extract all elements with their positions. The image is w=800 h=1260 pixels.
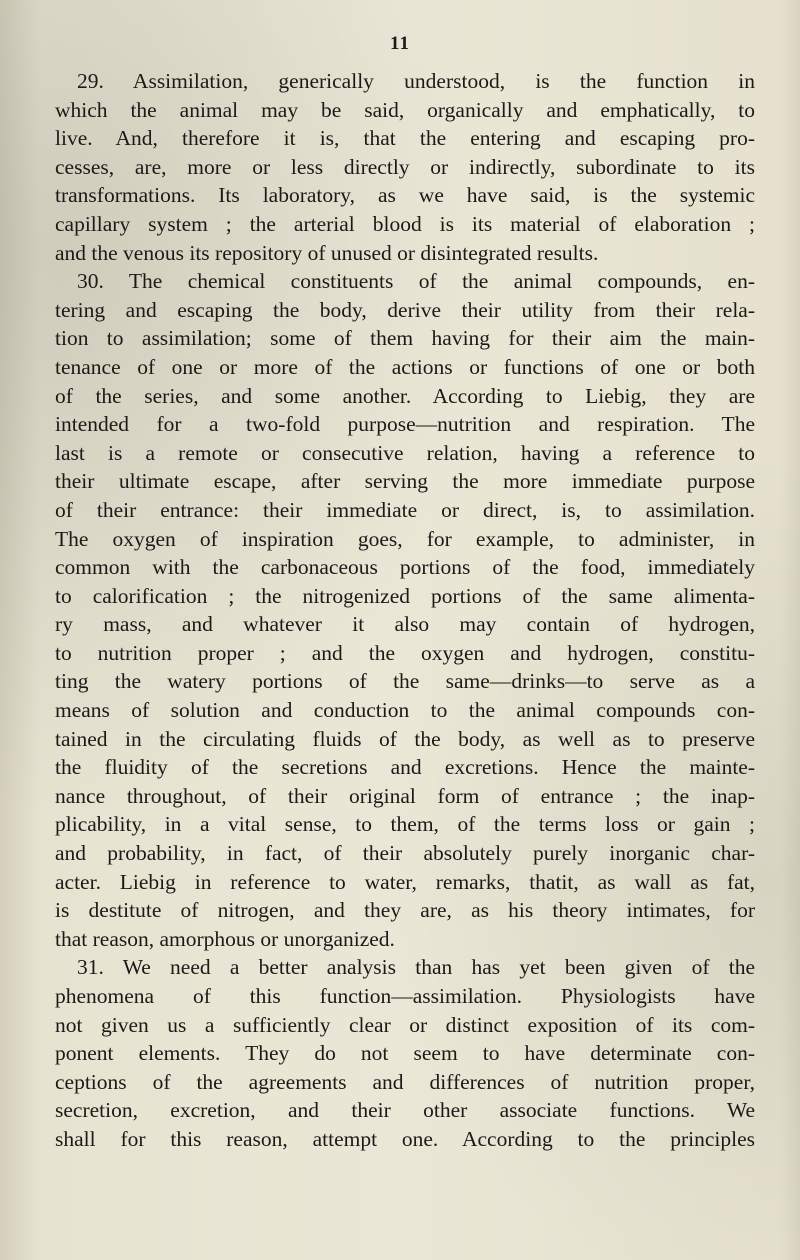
text-line: tenance of one or more of the actions or functions of one or both — [55, 354, 755, 379]
text-line: acter. Liebig in reference to water, remarks, thatit, as wall as fat, — [55, 869, 755, 894]
text-line: their ultimate escape, after serving the more immediate purpose — [55, 469, 755, 494]
text-line: not given us a sufficiently clear or distinct exposition of its com- — [55, 1012, 755, 1037]
text-line: transformations. Its laboratory, as we have said, is the systemic — [55, 183, 755, 208]
text-line: 31. We need a better analysis than has yet been given of the — [77, 955, 755, 980]
text-line: ry mass, and whatever it also may contain of hydrogen, — [55, 612, 755, 637]
text-line: of their entrance: their immediate or direct, is, to assimilation. — [55, 497, 755, 522]
text-line: to nutrition proper ; and the oxygen and hydrogen, constitu- — [55, 640, 755, 665]
text-line: to calorification ; the nitrogenized portions of the same alimenta- — [55, 583, 755, 608]
text-line: ponent elements. They do not seem to have determinate con- — [55, 1041, 755, 1066]
text-line: means of solution and conduction to the animal compounds con- — [55, 698, 755, 723]
paragraph-29 — [55, 67, 755, 267]
text-line: 29. Assimilation, generically understood, is the function in — [77, 69, 755, 93]
text-line: phenomena of this function—assimilation. Physiologists have — [55, 984, 755, 1008]
text-line: ceptions of the agreements and differences of nutrition proper, — [55, 1069, 755, 1094]
text-line: which the animal may be said, organically and emphatically, to — [55, 97, 755, 122]
paragraph-30 — [55, 267, 755, 953]
text-line: capillary system ; the arterial blood is its material of elaboration ; — [55, 211, 755, 236]
text-line: shall for this reason, attempt one. According to the principles — [55, 1126, 755, 1151]
text-line: common with the carbonaceous portions of the food, immediately — [55, 555, 755, 580]
text-line: the fluidity of the secretions and excretions. Hence the mainte- — [55, 755, 755, 780]
text-line: tering and escaping the body, derive their utility from their rela- — [55, 297, 755, 322]
text-line: is destitute of nitrogen, and they are, as his theory intimates, for — [55, 898, 755, 923]
text-line: and the venous its repository of unused or disintegrated results. — [55, 240, 599, 265]
page-number: 11 — [390, 33, 410, 54]
text-line: plicability, in a vital sense, to them, of the terms loss or gain ; — [55, 812, 755, 837]
text-line: The oxygen of inspiration goes, for example, to administer, in — [55, 526, 755, 551]
body-text — [55, 67, 755, 1154]
text-line: tion to assimilation; some of them having for their aim the main- — [55, 326, 755, 351]
text-line: last is a remote or consecutive relation, having a reference to — [55, 440, 755, 465]
text-line: live. And, therefore it is, that the entering and escaping pro- — [55, 126, 755, 151]
text-line: nance throughout, of their original form of entrance ; the inap- — [55, 783, 755, 808]
text-line: tained in the circulating fluids of the body, as well as to preserve — [55, 726, 755, 751]
text-line: cesses, are, more or less directly or indirectly, subordinate to its — [55, 154, 755, 179]
text-line: and probability, in fact, of their absolutely purely inorganic char- — [55, 841, 755, 866]
text-line: secretion, excretion, and their other associate functions. We — [55, 1098, 755, 1123]
paragraph-31 — [55, 953, 755, 1153]
text-line: 30. The chemical constituents of the animal compounds, en- — [77, 269, 755, 294]
text-line: of the series, and some another. According to Liebig, they are — [55, 383, 755, 408]
text-line: intended for a two-fold purpose—nutrition and respiration. The — [55, 412, 755, 437]
text-line: that reason, amorphous or unorganized. — [55, 926, 395, 951]
text-line: ting the watery portions of the same—drinks—to serve as a — [55, 669, 755, 694]
